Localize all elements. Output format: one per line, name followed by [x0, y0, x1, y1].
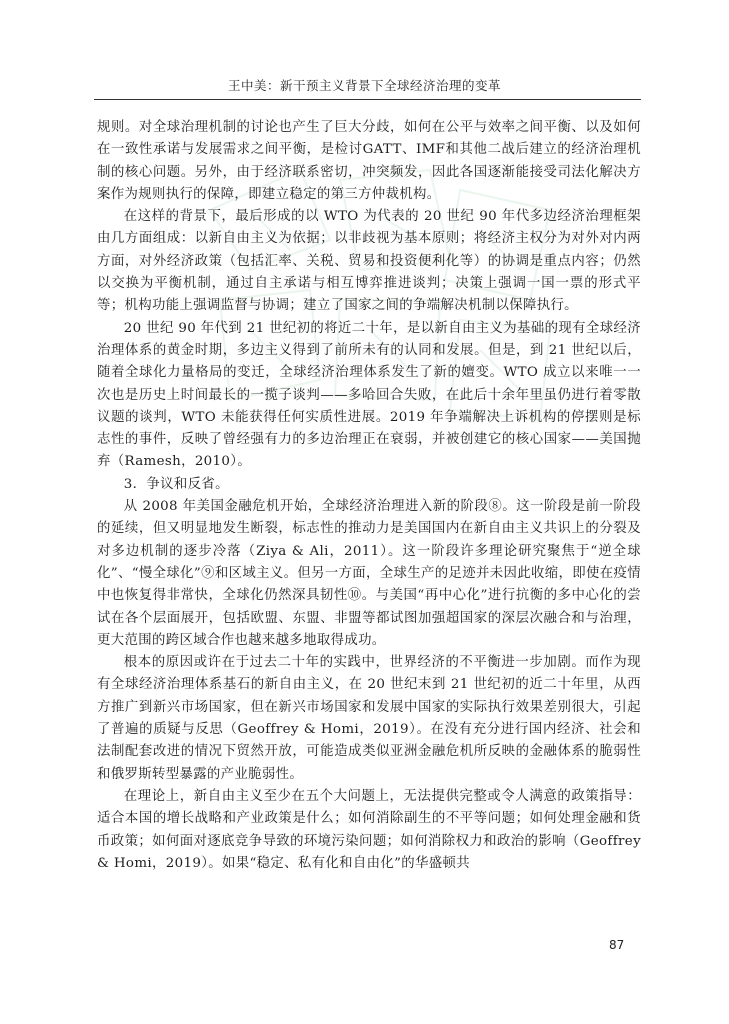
paragraph-6: 在理论上，新自由主义至少在五个大问题上，无法提供完整或令人满意的政策指导：适合本国的增长战略和产业政策是什么；如何消除副生的不平等问题；如何处理金融和货币政策；如何面对逐底竞争导致的环境污染问题；如何消除权力和政治的影响（Geoffrey & Homi，2019）。如果“稳定、私有化和自由化”的华盛顿共 [97, 788, 641, 871]
paragraph-1: 规则。对全球治理机制的讨论也产生了巨大分歧，如何在公平与效率之间平衡、以及如何在一致性承诺与发展需求之间平衡，是检讨GATT、IMF和其他二战后建立的经济治理机制的核心问题。另外，由于经济联系密切，冲突频发，因此各国逐渐能接受司法化解决方案作为规则执行的保障，即建立稳定的第三方仲裁机构。 [97, 120, 641, 202]
article-body [97, 117, 641, 875]
paragraph-3: 20 世纪 90 年代到 21 世纪初的将近二十年，是以新自由主义为基础的现有全球经济治理体系的黄金时期，多边主义得到了前所未有的认同和发展。但是，到 21 世纪以后，随着全球化力量格局的变迁，全球经济治理体系发生了新的嬗变。WTO 成立以来唯一一次也是历史上时间最长的一揽子谈判——多哈回合失败，在此后十余年里虽仍进行着零散议题的谈判，WTO 未能获得任何实质性进展。2019 年争端解决上诉机构的停摆则是标志性的事件，反映了曾经强有力的多边治理正在衰弱，并被创建它的核心国家——美国抛弃（Ramesh，2010）。 [97, 320, 641, 470]
header-divider [94, 99, 641, 100]
running-header: 王中美：新干预主义背景下全球经济治理的变革 [227, 78, 501, 93]
section-heading: 3．争议和反省。 [123, 476, 229, 492]
paragraph-5: 根本的原因或许在于过去二十年的实践中，世界经济的不平衡进一步加剧。而作为现有全球经济治理体系基石的新自由主义，在 20 世纪末到 21 世纪初的近二十年里，从西方推广到新兴市场国家，但在新兴市场国家和发展中国家的实际执行效果差别很大，引起了普遍的质疑与反思（Geoffrey & Homi，2019）。在没有充分进行国内经济、社会和法制配套改进的情况下贸然开放，可能造成类似亚洲金融危机所反映的金融体系的脆弱性和俄罗斯转型暴露的产业脆弱性。 [97, 655, 641, 782]
paragraph-2: 在这样的背景下，最后形成的以 WTO 为代表的 20 世纪 90 年代多边经济治理框架由几方面组成：以新自由主义为依据；以非歧视为基本原则；将经济主权分为对外对内两方面，对外经济政策（包括汇率、关税、贸易和投资便利化等）的协调是重点内容；仍然以交换为平衡机制，通过自主承诺与相互博弈推进谈判；决策上强调一国一票的形式平等；机构功能上强调监督与协调；建立了国家之间的争端解决机制以保障执行。 [97, 209, 641, 314]
page-number: 87 [609, 938, 625, 952]
paragraph-4: 从 2008 年美国金融危机开始，全球经济治理进入新的阶段⑧。这一阶段是前一阶段的延续，但又明显地发生断裂，标志性的推动力是美国国内在新自由主义共识上的分裂及对多边机制的逐步冷落（Ziya & Ali，2011）。这一阶段许多理论研究聚焦于“逆全球化”、“慢全球化”⑨和区域主义。但另一方面，全球生产的足迹并未因此收缩，即使在疫情中也恢复得非常快，全球化仍然深具韧性⑩。与美国“再中心化”进行抗衡的多中心化的尝试在各个层面展开，包括欧盟、东盟、非盟等都试图加强超国家的深层次融合和与治理，更大范围的跨区域合作也越来越多地取得成功。 [97, 499, 641, 648]
